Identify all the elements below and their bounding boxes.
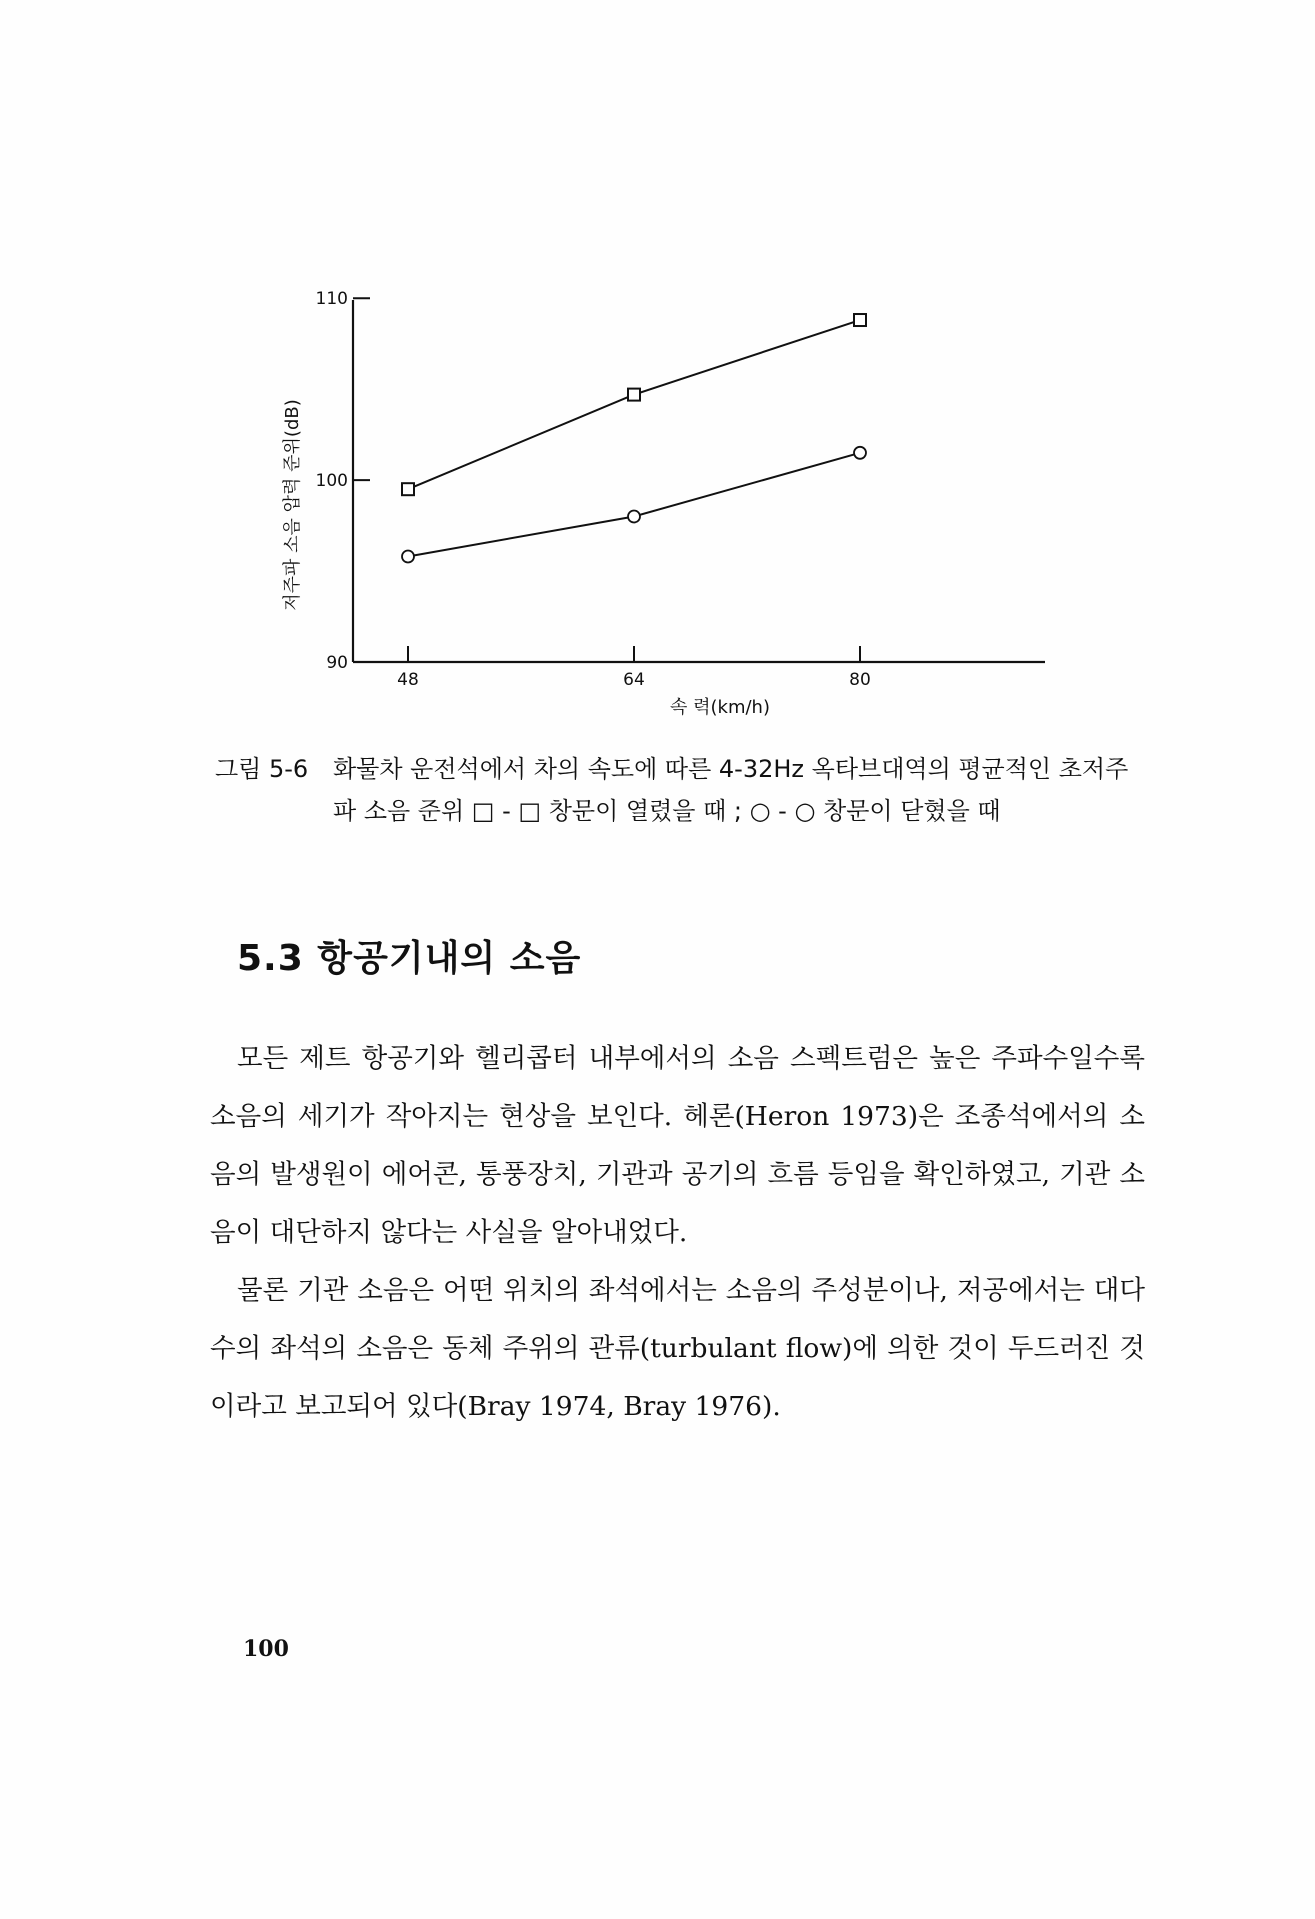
x-tick-label: 48 [397,670,419,690]
circle-marker [854,447,866,459]
x-ticks [397,646,871,690]
square-marker [854,314,866,326]
y-tick-label: 110 [315,289,348,310]
body-text [210,1030,1145,1436]
y-tick-label: 90 [326,653,348,673]
y-tick-label: 100 [315,471,348,492]
figure-caption [215,748,1145,832]
x-tick-label: 80 [849,670,871,690]
y-axis-title: 저주파 소음 압력 준위(dB) [282,399,303,611]
square-marker [402,483,414,495]
figure-label: 그림 5-6 [215,755,309,783]
series-line-circle [408,453,860,557]
page-number: 100 [243,1636,289,1662]
series-line-square [408,320,860,489]
circle-marker [628,510,640,522]
circle-marker [402,550,414,562]
section-heading: 5.3 항공기내의 소음 [237,938,582,979]
line-chart [230,280,1080,740]
caption-text: 화물차 운전석에서 차의 속도에 따른 4-32Hz 옥타브대역의 평균적인 초저주파 소음 준위 □ - □ 창문이 열렸을 때 ; ○ - ○ 창문이 닫혔을 때 [333,755,1129,825]
paragraph-2: 물론 기관 소음은 어떤 위치의 좌석에서는 소음의 주성분이나, 저공에서는 대다수의 좌석의 소음은 동체 주위의 관류(turbulant flow)에 의한 것이 두드러진 것이라고 보고되어 있다(Bray 1974, Bray 1976). [210,1275,1145,1422]
y-ticks [316,289,370,673]
square-marker [628,389,640,401]
paragraph-1: 모든 제트 항공기와 헬리콥터 내부에서의 소음 스펙트럼은 높은 주파수일수록 소음의 세기가 작아지는 현상을 보인다. 헤론(Heron 1973)은 조종석에서의 소음의 발생원이 에어콘, 통풍장치, 기관과 공기의 흐름 등임을 확인하였고, 기관 소음이 대단하지 않다는 사실을 알아내었다. [210,1043,1145,1248]
x-tick-label: 64 [623,670,645,690]
x-axis-title: 속 력(km/h) [670,697,770,718]
series-group [402,314,866,562]
